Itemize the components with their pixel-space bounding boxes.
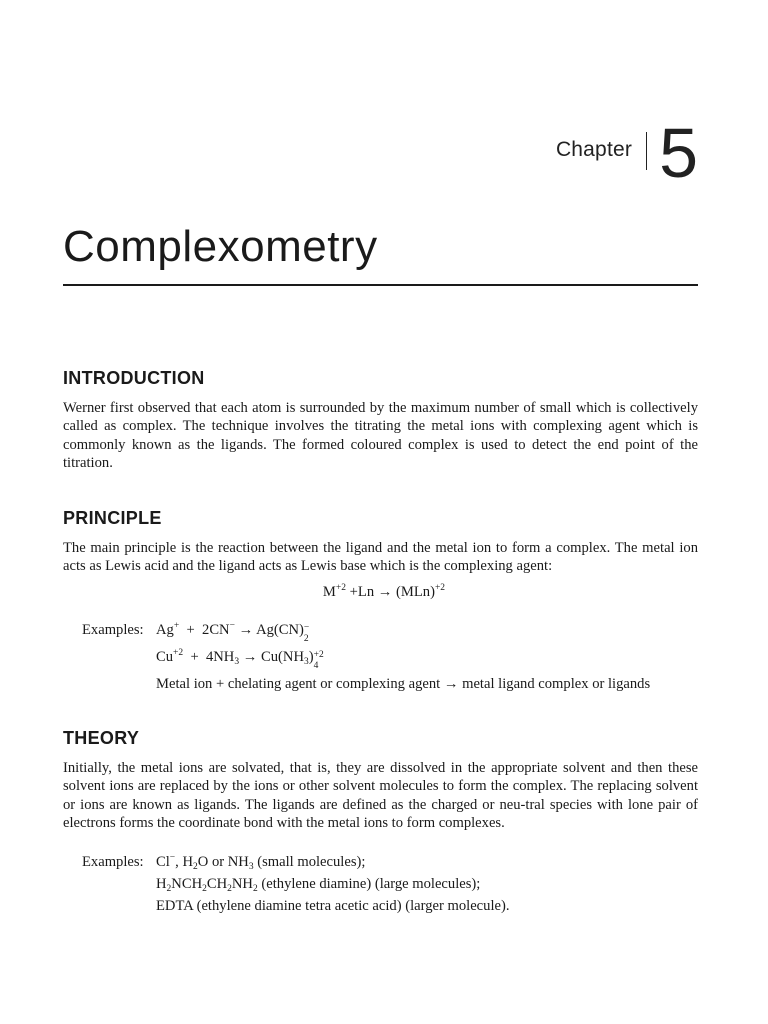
chapter-label: Chapter	[555, 138, 633, 161]
section-heading-theory: THEORY	[63, 728, 140, 748]
principle-example-1: Ag+ + 2CN− → Ag(CN) − 2	[156, 621, 310, 644]
chapter-title: Complexometry	[63, 222, 378, 271]
section-heading-principle: PRINCIPLE	[63, 508, 162, 528]
title-rule	[63, 284, 698, 286]
theory-example-1: Cl−, $H_2O$ or $NH_3$ (small molecules);	[156, 853, 366, 872]
principle-example-3: Metal ion + chelating agent or complexing agent → metal ligand complex or ligands	[156, 676, 651, 692]
principle-equation: $M^{+2} +Ln \to (MLn)^{+2}$	[322, 583, 446, 600]
introduction-paragraph: Werner first observed that each atom is surrounded by the maximum number of small which is collectively called as complex. The technique involves the titrating the metal ions with complexing agent which is commonly known as the ligands. The formed coloured complex is used to detect the end point of the titration.	[63, 400, 698, 472]
theory-example-2: $H_2NCH_2CH_2NH_2$ (ethylene diamine) (large molecules);	[156, 876, 481, 894]
section-heading-introduction: INTRODUCTION	[63, 368, 205, 388]
principle-examples-label: Examples:	[82, 622, 144, 638]
principle-example-2: $Cu^{+2} + 4NH_3 \to Cu(NH_3)$ +2 4	[156, 648, 324, 671]
theory-examples-label: Examples:	[82, 854, 144, 870]
theory-paragraph: Initially, the metal ions are solvated, that is, they are dissolved in the appropriate solvent and then these solvent ions are replaced by the ions or other solvent molecules to form the complex. The replacing solvent or ions are known as ligands. The ligands are defined as the charged or neu-tral species with lone pair of electrons forms the coordinate bond with the metal ions to form complexes.	[63, 760, 698, 832]
theory-example-3: EDTA (ethylene diamine tetra acetic acid) (larger molecule).	[156, 898, 510, 914]
chapter-divider	[646, 132, 647, 170]
principle-paragraph: The main principle is the reaction between the ligand and the metal ion to form a complex. The metal ion acts as Lewis acid and the ligand acts as Lewis base which is the complexing agent:	[63, 540, 698, 575]
chapter-header	[555, 114, 698, 192]
chapter-number: 5	[659, 114, 698, 192]
